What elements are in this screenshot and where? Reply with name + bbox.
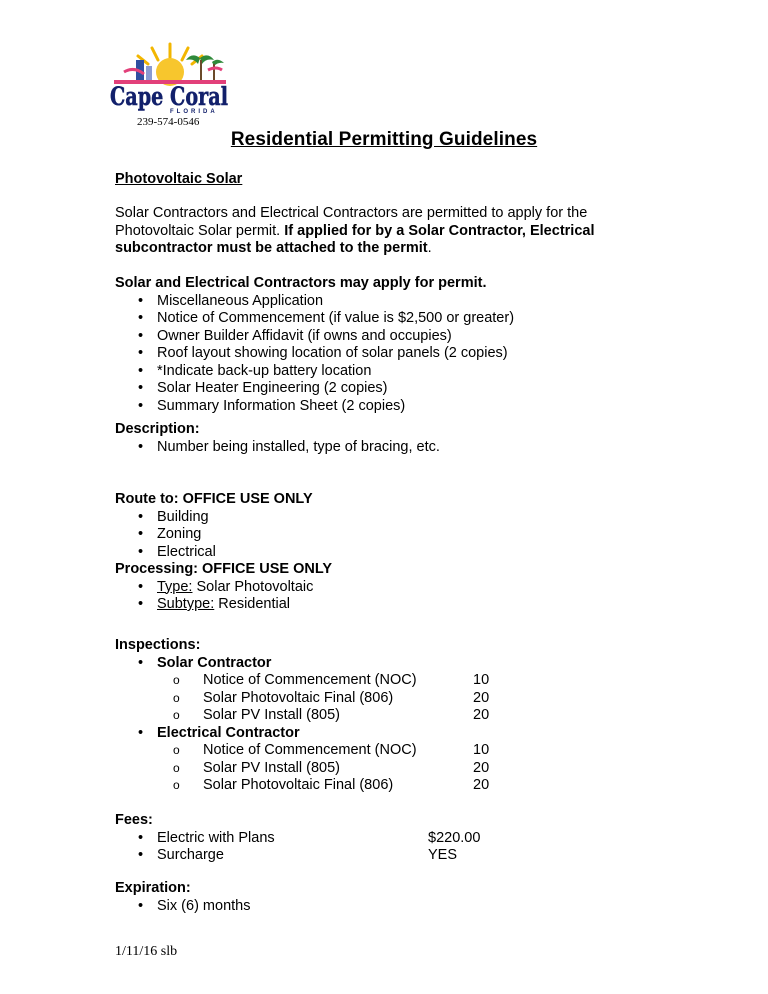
contractors-list (115, 293, 675, 416)
route-heading: Route to: OFFICE USE ONLY (115, 491, 313, 507)
list-item: • Number being installed, type of bracing, etc. (115, 439, 675, 457)
list-item: • Solar Heater Engineering (2 copies) (115, 380, 675, 398)
processing-list (115, 579, 675, 614)
sub-item (115, 707, 675, 725)
sub-item (115, 742, 675, 760)
intro-bold-text: If applied for by a Solar Contractor, Electrical subcontractor must be attached to the permit (115, 222, 595, 256)
list-item: • Zoning (115, 526, 675, 544)
section-title: Photovoltaic Solar (115, 171, 243, 187)
intro-paragraph (115, 205, 655, 258)
list-item: • Roof layout showing location of solar panels (2 copies) (115, 345, 675, 363)
description-heading: Description: (115, 421, 200, 437)
fee-item (115, 847, 675, 865)
inspection-code: 20 (473, 759, 490, 776)
description-list (115, 439, 675, 457)
fee-label: Electric with Plans (157, 829, 275, 846)
fees-section (115, 812, 675, 865)
list-item: • *Indicate back-up battery location (115, 363, 675, 381)
list-item: • Electrical (115, 544, 675, 562)
description-section (115, 421, 675, 456)
intro-end: . (427, 240, 432, 256)
inspection-code: 20 (473, 707, 490, 723)
list-item (115, 579, 675, 597)
type-value: Solar Photovoltaic (192, 578, 314, 595)
phone-number: 239-574-0546 (137, 116, 200, 128)
inspection-group-name: Electrical Contractor (157, 724, 300, 741)
route-list (115, 509, 675, 562)
list-item: • Owner Builder Affidavit (if owns and occupies) (115, 328, 675, 346)
list-item: • Notice of Commencement (if value is $2,500 or greater) (115, 310, 675, 328)
list-item: • Building (115, 509, 675, 527)
inspection-code: 20 (473, 777, 490, 793)
list-item (115, 596, 675, 614)
fee-item (115, 830, 675, 848)
sub-item-label: Notice of Commencement (NOC) (203, 672, 417, 688)
footer-date: 1/11/16 slb (115, 944, 178, 959)
inspections-section (115, 637, 675, 795)
logo-sub-text: FLORIDA (170, 109, 218, 114)
fees-heading: Fees: (115, 812, 153, 828)
list-item: • Six (6) months (115, 898, 675, 916)
inspection-group (115, 725, 675, 795)
page-title: Residential Permitting Guidelines (230, 129, 538, 150)
logo-brand-text: Cape Coral (110, 82, 228, 111)
cape-coral-logo (108, 42, 232, 114)
fee-value: YES (428, 847, 458, 863)
route-section (115, 491, 675, 614)
list-item: • Summary Information Sheet (2 copies) (115, 398, 675, 416)
fee-value: $220.00 (428, 829, 481, 846)
inspection-sublist (115, 742, 675, 795)
inspections-heading: Inspections: (115, 637, 201, 653)
contractors-heading: Solar and Electrical Contractors may apply for permit. (115, 275, 487, 291)
inspection-group (115, 655, 675, 725)
sub-item-label: Solar PV Install (805) (203, 707, 341, 723)
sub-item-label: Solar Photovoltaic Final (806) (203, 777, 394, 793)
sub-item (115, 672, 675, 690)
type-label: Type: (157, 578, 193, 595)
subtype-label: Subtype: (157, 596, 215, 612)
processing-heading: Processing: OFFICE USE ONLY (115, 561, 333, 577)
sub-item-label: Notice of Commencement (NOC) (203, 742, 417, 758)
fee-label: Surcharge (157, 847, 224, 863)
sub-item-label: Solar Photovoltaic Final (806) (203, 689, 394, 706)
sub-item (115, 760, 675, 778)
expiration-list (115, 898, 675, 916)
inspections-list (115, 655, 675, 795)
inspection-sublist (115, 672, 675, 725)
inspection-code: 20 (473, 689, 490, 706)
subtype-value: Residential (214, 596, 291, 612)
sub-item (115, 690, 675, 708)
expiration-section (115, 880, 675, 915)
intro-text: Solar Contractors and Electrical Contractors are permitted to apply for the Photovoltaic Solar permit. (115, 205, 588, 239)
expiration-heading: Expiration: (115, 880, 191, 896)
inspection-group-name: Solar Contractor (157, 654, 272, 671)
sub-item (115, 777, 675, 795)
sub-item-label: Solar PV Install (805) (203, 759, 341, 776)
contractors-section (115, 275, 675, 415)
inspection-code: 10 (473, 672, 490, 688)
fees-list (115, 830, 675, 865)
inspection-code: 10 (473, 742, 490, 758)
list-item: • Miscellaneous Application (115, 293, 675, 311)
